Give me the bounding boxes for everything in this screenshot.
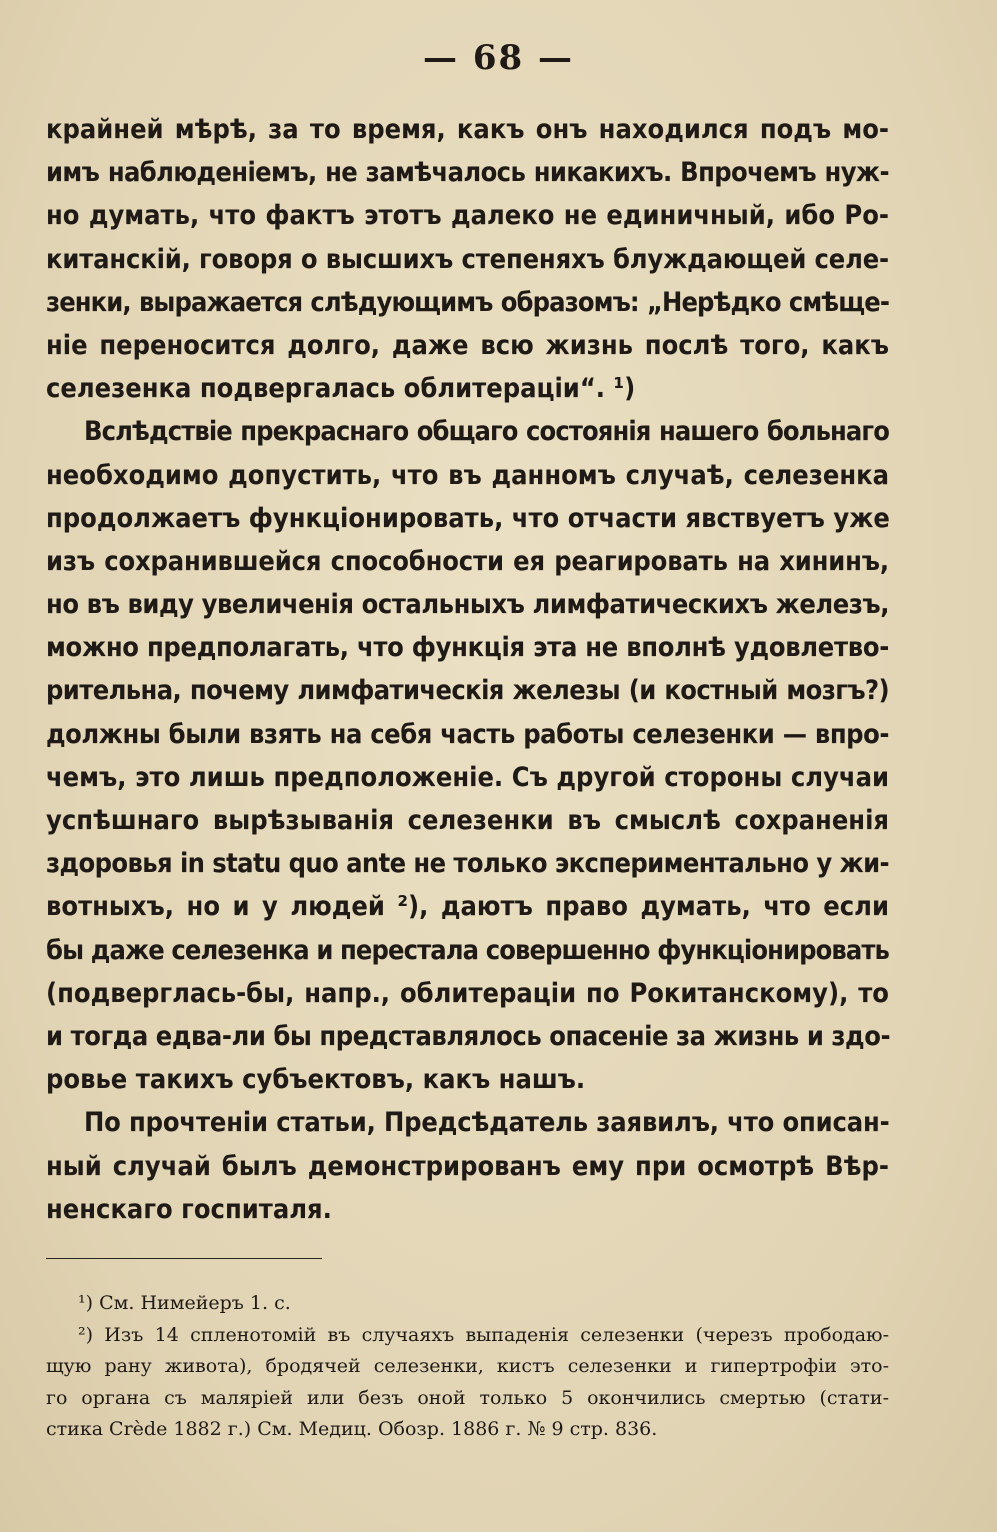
paragraph-start-line: Вслѣдствіе прекраснаго общаго состоянія нашего больнаго <box>84 416 889 448</box>
body-line: зенки, выражается слѣдующимъ образомъ: „Нерѣдко смѣще- <box>46 286 889 318</box>
body-line: ненскаго госпиталя. <box>46 1193 332 1225</box>
body-line: успѣшнаго вырѣзыванія селезенки въ смыслѣ сохраненія <box>46 805 889 836</box>
body-text <box>46 108 889 1231</box>
body-line: здоровья in statu quo ante не только экспериментально у жи- <box>46 848 889 880</box>
body-line: должны были взять на себя часть работы селезенки — впро- <box>46 718 889 750</box>
body-line: рительна, почему лимфатическія железы (и костный мозгъ?) <box>46 675 889 707</box>
body-line: селезенка подвергалась облитераціи“. ¹) <box>46 373 636 405</box>
body-line: необходимо допустить, что въ данномъ случаѣ, селезенка <box>46 459 889 491</box>
body-line: крайней мѣрѣ, за то время, какъ онъ находился подъ мо- <box>46 114 889 145</box>
body-line: ніе переносится долго, даже всю жизнь послѣ того, какъ <box>46 329 889 361</box>
body-line: ровье такихъ субъектовъ, какъ нашъ. <box>46 1064 586 1096</box>
page-number: — 68 — <box>423 38 574 78</box>
body-line: изъ сохранившейся способности ея реагировать на хининъ, <box>46 545 889 577</box>
body-line: но думать, что фактъ этотъ далеко не единичный, ибо Ро- <box>46 200 889 232</box>
footnote-line: ¹) См. Нимейеръ 1. с. <box>78 1292 291 1314</box>
footnotes <box>46 1288 889 1446</box>
body-line: но въ виду увеличенія остальныхъ лимфатическихъ железъ, <box>46 589 889 621</box>
body-line: ный случай былъ демонстрированъ ему при осмотрѣ Вѣр- <box>46 1150 889 1182</box>
body-line: чемъ, это лишь предположеніе. Съ другой стороны случаи <box>46 761 889 793</box>
body-line: вотныхъ, но и у людей ²), даютъ право думать, что если <box>46 891 889 923</box>
footnote-divider <box>46 1258 322 1259</box>
footnote-line: го органа съ маляріей или безъ оной только 5 окончились смертью (стати- <box>46 1386 889 1409</box>
body-line: можно предполагать, что функція эта не вполнѣ удовлетво- <box>46 632 889 664</box>
footnote-line: щую рану живота), бродячей селезенки, кистъ селезенки и гипертрофіи это- <box>46 1355 889 1377</box>
paragraph-start-line: По прочтеніи статьи, Предсѣдатель заявилъ, что описан- <box>84 1107 890 1139</box>
body-line: имъ наблюденіемъ, не замѣчалось никакихъ. Впрочемъ нуж- <box>46 157 889 189</box>
body-line: китанскій, говоря о высшихъ степеняхъ блуждающей селе- <box>46 243 889 275</box>
footnote-line: стика Crède 1882 г.) См. Медиц. Обозр. 1886 г. № 9 стр. 836. <box>46 1418 658 1440</box>
body-line: и тогда едва-ли бы представлялось опасеніе за жизнь и здо- <box>46 1020 891 1052</box>
footnote-line: ²) Изъ 14 спленотомій въ случаяхъ выпаденія селезенки (черезъ прободаю- <box>78 1323 889 1346</box>
body-line: продолжаетъ функціонировать, что отчасти явствуетъ уже <box>46 502 890 534</box>
body-line: бы даже селезенка и перестала совершенно функціонировать <box>46 934 889 966</box>
body-line: (подверглась-бы, напр., облитераціи по Рокитанскому), то <box>46 977 889 1009</box>
